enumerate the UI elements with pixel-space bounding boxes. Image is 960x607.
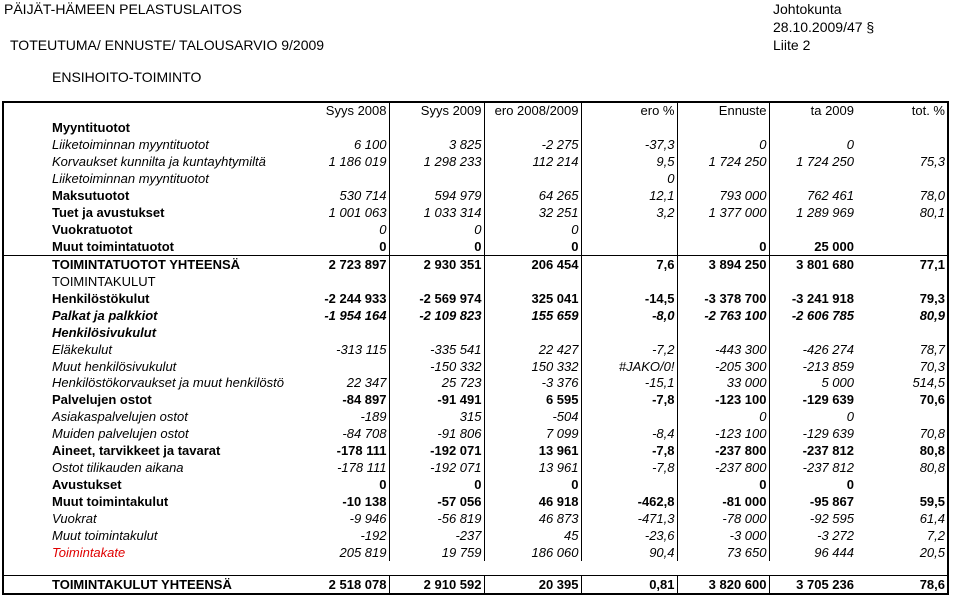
value-cell: -313 115 (301, 341, 389, 358)
spacer-cell (856, 561, 948, 576)
value-cell: -129 639 (802, 392, 854, 408)
row-label: Asiakaspalvelujen ostot (3, 409, 301, 426)
column-header: Syys 2008 (301, 102, 389, 120)
column-header: tot. % (856, 102, 948, 120)
value-cell: 96 444 (814, 544, 854, 560)
value-cell: 3 820 600 (677, 576, 769, 594)
value-cell: 5 000 (821, 375, 854, 391)
value-cell: 0 (677, 409, 769, 426)
value-cell: -2 109 823 (389, 307, 484, 324)
value-cell: 205 819 (301, 544, 389, 561)
value-cell: 32 251 (484, 205, 581, 222)
value-cell: 70,8 (856, 426, 948, 443)
row-label: Aineet, tarvikkeet ja tavarat (3, 443, 301, 460)
value-cell: -237 (389, 527, 484, 544)
value-cell: 1 289 969 (796, 205, 854, 221)
row-label: Henkilöstökulut (3, 290, 301, 307)
value-cell (856, 171, 948, 188)
value-cell: 0 (677, 239, 769, 256)
table-row (3, 137, 948, 154)
row-label: Toimintakate (3, 544, 301, 561)
row-label: Liiketoiminnan myyntituotot (3, 137, 301, 154)
table-row (3, 307, 948, 324)
column-header: Ennuste (677, 102, 769, 120)
value-cell: 78,7 (856, 341, 948, 358)
table-row (3, 324, 948, 341)
value-cell: 80,8 (856, 443, 948, 460)
table-row (3, 392, 948, 409)
value-cell: 150 332 (484, 358, 581, 375)
value-cell: 0 (846, 137, 854, 153)
value-cell (856, 222, 948, 239)
value-cell: 19 759 (389, 544, 484, 561)
value-cell: -426 274 (802, 341, 854, 357)
value-cell (301, 171, 389, 188)
value-cell: -37,3 (581, 137, 677, 154)
table-row (3, 561, 948, 576)
value-cell (769, 273, 856, 290)
value-cell: 1 001 063 (301, 205, 389, 222)
value-cell: 2 518 078 (301, 576, 389, 594)
value-cell: 46 873 (484, 511, 581, 528)
value-cell: 3 825 (389, 137, 484, 154)
table-body (3, 120, 948, 594)
value-cell: -123 100 (677, 392, 769, 409)
value-cell: -2 569 974 (389, 290, 484, 307)
value-cell: -123 100 (677, 426, 769, 443)
value-cell: -95 867 (809, 494, 854, 510)
table-row (3, 426, 948, 443)
value-cell: 0 (846, 477, 854, 493)
spacer-cell (3, 561, 301, 576)
value-cell: 80,1 (856, 205, 948, 222)
table-row (3, 409, 948, 426)
table-row (3, 188, 948, 205)
value-cell: -2 606 785 (791, 307, 854, 323)
table-row (3, 222, 948, 239)
value-cell: -7,8 (581, 460, 677, 477)
value-cell: 0 (484, 239, 581, 256)
value-cell: 64 265 (484, 188, 581, 205)
row-label: Muut toimintakulut (3, 494, 301, 511)
value-cell: 7,6 (581, 256, 677, 273)
row-label: Myyntituotot (3, 120, 301, 137)
row-label: Vuokratuotot (3, 222, 301, 239)
row-label: Henkilösivukulut (3, 324, 301, 341)
table-row (3, 494, 948, 511)
value-cell: 206 454 (484, 256, 581, 273)
value-cell: 0 (677, 137, 769, 154)
value-cell: -2 244 933 (301, 290, 389, 307)
value-cell: -205 300 (677, 358, 769, 375)
value-cell: 22 427 (484, 341, 581, 358)
date-reference: 28.10.2009/47 § (773, 19, 875, 35)
value-cell: 6 595 (484, 392, 581, 409)
value-cell: 0 (301, 239, 389, 256)
value-cell: 25 000 (814, 238, 854, 254)
table-row (3, 477, 948, 494)
value-cell: 0 (389, 477, 484, 494)
value-cell: -192 (301, 527, 389, 544)
value-cell: -237 812 (802, 460, 854, 476)
value-cell: -7,8 (581, 392, 677, 409)
value-cell: #JAKO/0! (581, 358, 677, 375)
value-cell (301, 120, 389, 137)
value-cell: -23,6 (581, 527, 677, 544)
row-label: Palkat ja palkkiot (3, 307, 301, 324)
value-cell: 3 705 236 (769, 576, 856, 594)
value-cell: -471,3 (581, 511, 677, 528)
column-header: ero % (581, 102, 677, 120)
value-cell: 1 298 233 (389, 154, 484, 171)
value-cell (856, 324, 948, 341)
value-cell: 0 (484, 222, 581, 239)
value-cell (856, 239, 948, 256)
value-cell: 1 033 314 (389, 205, 484, 222)
value-cell (581, 324, 677, 341)
column-header-row (3, 102, 948, 120)
value-cell (581, 477, 677, 494)
value-cell: -8,0 (581, 307, 677, 324)
row-label: Korvaukset kunnilta ja kuntayhtymiltä (3, 154, 301, 171)
value-cell: -91 806 (389, 426, 484, 443)
row-label: Ostot tilikauden aikana (3, 460, 301, 477)
table-row (3, 527, 948, 544)
value-cell: 3,2 (581, 205, 677, 222)
value-cell: -7,8 (581, 443, 677, 460)
value-cell (769, 120, 856, 137)
spacer-cell (677, 561, 769, 576)
value-cell: 325 041 (484, 290, 581, 307)
row-label: Muut henkilösivukulut (3, 358, 301, 375)
value-cell (677, 222, 769, 239)
value-cell: 20,5 (856, 544, 948, 561)
value-cell: -3 376 (484, 375, 581, 392)
table-row (3, 460, 948, 477)
value-cell: 1 724 250 (677, 154, 769, 171)
value-cell: 77,1 (856, 256, 948, 273)
value-cell: 79,3 (856, 290, 948, 307)
value-cell: -3 378 700 (677, 290, 769, 307)
value-cell: -443 300 (677, 341, 769, 358)
value-cell: -3 000 (677, 527, 769, 544)
section-title: ENSIHOITO-TOIMINTO (52, 69, 202, 85)
value-cell: 70,6 (856, 392, 948, 409)
value-cell: -178 111 (301, 443, 389, 460)
value-cell: 12,1 (581, 188, 677, 205)
row-label: Muut toimintakulut (3, 527, 301, 544)
value-cell: 22 347 (301, 375, 389, 392)
value-cell: 186 060 (484, 544, 581, 561)
value-cell (581, 273, 677, 290)
value-cell: 80,8 (856, 460, 948, 477)
value-cell: -192 071 (389, 460, 484, 477)
column-header: ero 2008/2009 (484, 102, 581, 120)
value-cell: 2 930 351 (389, 256, 484, 273)
value-cell: -84 897 (301, 392, 389, 409)
value-cell: -504 (484, 409, 581, 426)
spacer-cell (389, 561, 484, 576)
value-cell (769, 222, 856, 239)
value-cell: 78,0 (856, 188, 948, 205)
value-cell: -57 056 (389, 494, 484, 511)
table-row (3, 256, 948, 273)
value-cell: 2 910 592 (389, 576, 484, 594)
value-cell: -78 000 (677, 511, 769, 528)
value-cell: 25 723 (389, 375, 484, 392)
value-cell: -1 954 164 (301, 307, 389, 324)
value-cell: 7 099 (484, 426, 581, 443)
value-cell (677, 273, 769, 290)
value-cell: -7,2 (581, 341, 677, 358)
value-cell: 90,4 (581, 544, 677, 561)
value-cell: -81 000 (677, 494, 769, 511)
value-cell: 46 918 (484, 494, 581, 511)
value-cell (484, 324, 581, 341)
budget-table (2, 101, 949, 595)
table-row (3, 273, 948, 290)
value-cell (301, 358, 389, 375)
row-label: TOIMINTATUOTOT YHTEENSÄ (3, 256, 301, 273)
value-cell: 0 (846, 409, 854, 425)
table-row (3, 576, 948, 594)
value-cell: -237 812 (802, 443, 854, 459)
column-header (3, 102, 301, 120)
value-cell: -189 (301, 409, 389, 426)
row-label: TOIMINTAKULUT (3, 273, 301, 290)
value-cell: 2 723 897 (301, 256, 389, 273)
spacer-cell (301, 561, 389, 576)
row-label: Maksutuotot (3, 188, 301, 205)
value-cell: 0 (301, 222, 389, 239)
value-cell: 0 (581, 171, 677, 188)
value-cell (856, 137, 948, 154)
value-cell: -178 111 (301, 460, 389, 477)
value-cell (856, 120, 948, 137)
row-label: Muut toimintatuotot (3, 239, 301, 256)
value-cell (301, 324, 389, 341)
table-row (3, 205, 948, 222)
value-cell (677, 324, 769, 341)
value-cell: 45 (484, 527, 581, 544)
value-cell: 594 979 (389, 188, 484, 205)
value-cell: 1 377 000 (677, 205, 769, 222)
value-cell: 0 (677, 477, 769, 494)
table-row (3, 239, 948, 256)
value-cell: 315 (389, 409, 484, 426)
value-cell: 9,5 (581, 154, 677, 171)
value-cell: -8,4 (581, 426, 677, 443)
value-cell: 530 714 (301, 188, 389, 205)
value-cell: -91 491 (389, 392, 484, 409)
value-cell (581, 120, 677, 137)
board-label: Johtokunta (773, 1, 842, 17)
value-cell: -192 071 (389, 443, 484, 460)
value-cell: 20 395 (484, 576, 581, 594)
value-cell: -237 800 (677, 443, 769, 460)
value-cell: -14,5 (581, 290, 677, 307)
value-cell: 33 000 (677, 375, 769, 392)
table-row (3, 544, 948, 561)
value-cell: 0 (484, 477, 581, 494)
value-cell: -3 241 918 (791, 290, 854, 306)
value-cell (389, 324, 484, 341)
table-row (3, 375, 948, 392)
value-cell (769, 324, 856, 341)
value-cell: 0 (389, 222, 484, 239)
value-cell: -10 138 (301, 494, 389, 511)
spacer-cell (769, 561, 856, 576)
value-cell: 0,81 (581, 576, 677, 594)
column-header: Syys 2009 (389, 102, 484, 120)
value-cell (301, 273, 389, 290)
value-cell: 112 214 (484, 154, 581, 171)
value-cell: -335 541 (389, 341, 484, 358)
value-cell: 61,4 (856, 511, 948, 528)
value-cell: -150 332 (389, 358, 484, 375)
row-label: Tuet ja avustukset (3, 205, 301, 222)
table-row (3, 341, 948, 358)
table-row (3, 154, 948, 171)
value-cell (581, 239, 677, 256)
column-header: ta 2009 (769, 102, 856, 120)
table-row (3, 511, 948, 528)
value-cell: 762 461 (807, 188, 854, 204)
row-label: Vuokrat (3, 511, 301, 528)
table-row (3, 171, 948, 188)
value-cell (581, 409, 677, 426)
value-cell: -56 819 (389, 511, 484, 528)
value-cell: 793 000 (677, 188, 769, 205)
value-cell: 514,5 (856, 375, 948, 392)
value-cell (484, 171, 581, 188)
table-row (3, 443, 948, 460)
value-cell (769, 171, 856, 188)
value-cell: 3 894 250 (677, 256, 769, 273)
value-cell (484, 120, 581, 137)
value-cell (856, 273, 948, 290)
value-cell: -92 595 (809, 510, 854, 526)
value-cell (389, 120, 484, 137)
table-row (3, 358, 948, 375)
value-cell: 1 186 019 (301, 154, 389, 171)
value-cell (677, 171, 769, 188)
value-cell: 70,3 (856, 358, 948, 375)
value-cell: 155 659 (484, 307, 581, 324)
value-cell: -9 946 (301, 511, 389, 528)
value-cell: 59,5 (856, 494, 948, 511)
value-cell: 6 100 (301, 137, 389, 154)
value-cell: 7,2 (856, 527, 948, 544)
attachment-label: Liite 2 (773, 37, 811, 53)
value-cell: -2 275 (484, 137, 581, 154)
value-cell: 13 961 (484, 443, 581, 460)
table-row (3, 290, 948, 307)
value-cell: 78,6 (856, 576, 948, 594)
value-cell: 1 724 250 (796, 154, 854, 170)
table-row (3, 120, 948, 137)
row-label: Muiden palvelujen ostot (3, 426, 301, 443)
value-cell: -84 708 (301, 426, 389, 443)
spacer-cell (581, 561, 677, 576)
value-cell (856, 409, 948, 426)
value-cell: 0 (301, 477, 389, 494)
value-cell (581, 222, 677, 239)
row-label: Palvelujen ostot (3, 392, 301, 409)
value-cell: 73 650 (677, 544, 769, 561)
value-cell (484, 273, 581, 290)
row-label: Eläkekulut (3, 341, 301, 358)
row-label: Henkilöstökorvaukset ja muut henkilöstö (3, 375, 301, 392)
value-cell: -2 763 100 (677, 307, 769, 324)
row-label: Avustukset (3, 477, 301, 494)
spacer-cell (484, 561, 581, 576)
value-cell: -237 800 (677, 460, 769, 477)
org-name: PÄIJÄT-HÄMEEN PELASTUSLAITOS (4, 1, 242, 17)
value-cell (677, 120, 769, 137)
value-cell: -3 272 (817, 527, 854, 543)
value-cell: 75,3 (856, 154, 948, 171)
row-label: TOIMINTAKULUT YHTEENSÄ (3, 576, 301, 594)
report-subtitle: TOTEUTUMA/ ENNUSTE/ TALOUSARVIO 9/2009 (10, 37, 325, 53)
value-cell (856, 477, 948, 494)
value-cell: -15,1 (581, 375, 677, 392)
value-cell: 3 801 680 (769, 256, 856, 273)
value-cell: 13 961 (484, 460, 581, 477)
row-label: Liiketoiminnan myyntituotot (3, 171, 301, 188)
value-cell: -129 639 (802, 426, 854, 442)
value-cell: 80,9 (856, 307, 948, 324)
value-cell (389, 273, 484, 290)
value-cell: -213 859 (802, 358, 854, 374)
value-cell: 0 (389, 239, 484, 256)
value-cell: -462,8 (581, 494, 677, 511)
value-cell (389, 171, 484, 188)
